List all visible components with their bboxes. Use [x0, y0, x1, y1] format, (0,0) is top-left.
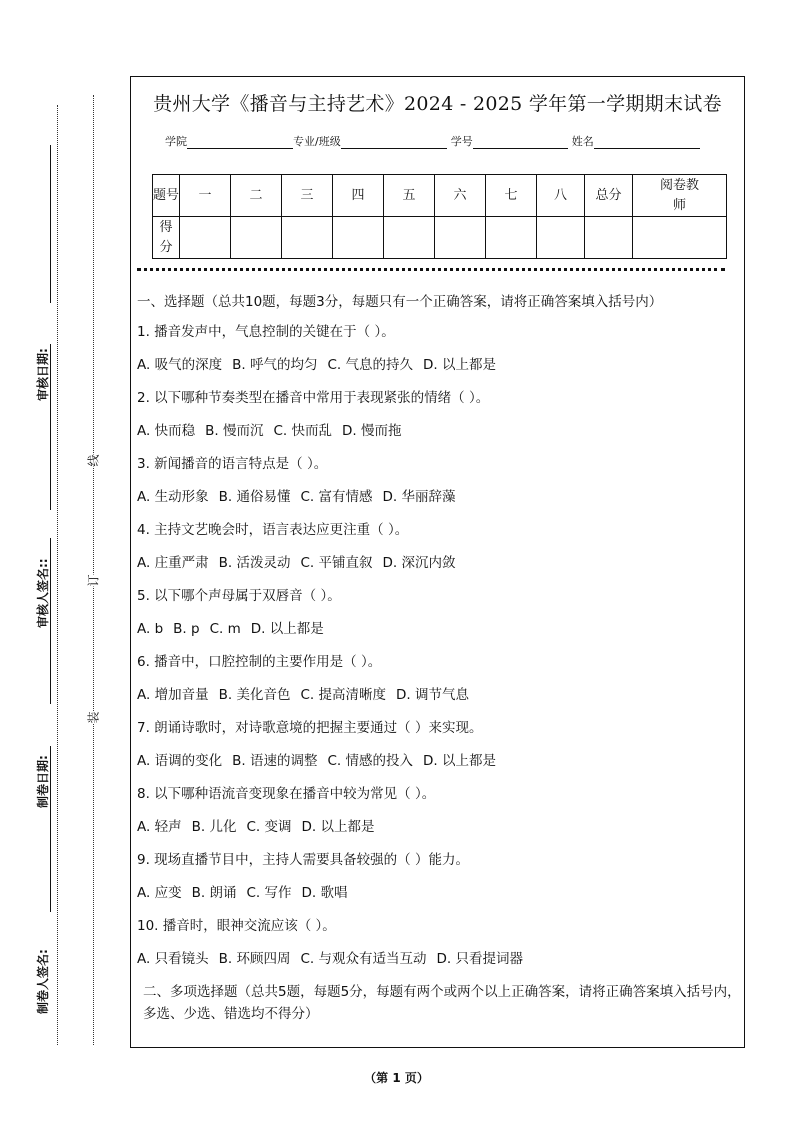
- option: C. 变调: [246, 819, 292, 835]
- question-8: 8. 以下哪种语流音变现象在播音中较为常见（ ）。: [137, 786, 436, 802]
- name-field[interactable]: [594, 136, 700, 149]
- option: A. 吸气的深度: [137, 357, 223, 373]
- question-10: 10. 播音时，眼神交流应该（ ）。: [137, 918, 336, 934]
- binding-mark-zhuang: 装: [83, 711, 104, 723]
- page-number: （第 1 页）: [364, 1071, 429, 1085]
- options-5: [137, 619, 742, 652]
- option: A. 庄重严肃: [137, 555, 209, 571]
- header-cell-7: 七: [486, 175, 537, 217]
- binding-mark-ding: 订: [83, 574, 104, 586]
- exam-content: [137, 291, 742, 1025]
- options-9: [137, 883, 742, 916]
- reviewer-sign-field[interactable]: [34, 344, 54, 512]
- student-id-field[interactable]: [473, 136, 568, 149]
- question-2: 2. 以下哪种节奏类型在播音中常用于表现紧张的情绪（ ）。: [137, 390, 490, 406]
- option: C. m: [209, 621, 241, 637]
- option: B. 慢而沉: [205, 423, 264, 439]
- option: C. 气息的持久: [327, 357, 413, 373]
- option: B. 语速的调整: [232, 753, 318, 769]
- maker-sign-text: 制卷人签名:: [35, 949, 50, 1014]
- review-date-field[interactable]: [34, 145, 54, 305]
- options-3: [137, 487, 742, 520]
- college-label: 学院: [165, 135, 187, 148]
- options-7: [137, 751, 742, 784]
- option: C. 与观众有适当互动: [300, 951, 427, 967]
- options-1: [137, 355, 742, 388]
- score-cell[interactable]: [486, 217, 537, 259]
- option: C. 提高清晰度: [300, 687, 386, 703]
- reviewer-sign-blank[interactable]: [38, 344, 51, 510]
- option: A. 生动形象: [137, 489, 209, 505]
- binding-mark-line: 线: [83, 454, 104, 466]
- dotted-separator: [137, 268, 725, 271]
- score-table: [152, 174, 727, 259]
- question-9: 9. 现场直播节目中，主持人需要具备较强的（ ）能力。: [137, 852, 469, 868]
- header-cell-1: 一: [180, 175, 231, 217]
- option: B. 美化音色: [218, 687, 291, 703]
- option: C. 情感的投入: [327, 753, 413, 769]
- binding-dotted-line-right: [93, 95, 94, 1045]
- option: B. 呼气的均匀: [232, 357, 318, 373]
- option: D. 深沉内敛: [382, 555, 456, 571]
- header-cell-3: 三: [282, 175, 333, 217]
- option: A. 快而稳: [137, 423, 196, 439]
- review-date-blank[interactable]: [38, 145, 51, 303]
- header-cell-5: 五: [384, 175, 435, 217]
- option: D. 调节气息: [395, 687, 469, 703]
- option: B. 朗诵: [191, 885, 237, 901]
- question-4: 4. 主持文艺晚会时，语言表达应更注重（ ）。: [137, 522, 409, 538]
- section-1-heading: 一、选择题（总共10题，每题3分，每题只有一个正确答案，请将正确答案填入括号内）: [137, 294, 663, 310]
- option: D. 以上都是: [422, 357, 496, 373]
- options-2: [137, 421, 742, 454]
- option: C. 写作: [246, 885, 292, 901]
- score-cell-total[interactable]: [585, 217, 633, 259]
- question-3: 3. 新闻播音的语言特点是（ ）。: [137, 456, 328, 472]
- option: B. 通俗易懂: [218, 489, 291, 505]
- student-id-label: 学号: [450, 135, 473, 148]
- option: C. 平铺直叙: [300, 555, 373, 571]
- exam-title: 贵州大学《播音与主持艺术》2024 - 2025 学年第一学期期末试卷: [153, 93, 722, 115]
- score-row-label: 得分: [153, 217, 180, 259]
- option: B. 环顾四周: [218, 951, 291, 967]
- score-cell[interactable]: [537, 217, 585, 259]
- section-2-heading: 二、多项选择题（总共5题，每题5分，每题有两个或两个以上正确答案，请将正确答案填入括号内，多选、少选、错选均不得分）: [143, 984, 741, 1022]
- options-6: [137, 685, 742, 718]
- header-cell-6: 六: [435, 175, 486, 217]
- major-label: 专业/班级: [293, 135, 341, 148]
- name-label: 姓名: [571, 135, 594, 148]
- option: A. 应变: [137, 885, 182, 901]
- exam-frame: [130, 76, 745, 1048]
- option: D. 华丽辞藻: [382, 489, 456, 505]
- option: D. 歌唱: [301, 885, 348, 901]
- score-cell[interactable]: [333, 217, 384, 259]
- score-cell[interactable]: [384, 217, 435, 259]
- header-cell-4: 四: [333, 175, 384, 217]
- score-cell[interactable]: [435, 217, 486, 259]
- question-5: 5. 以下哪个声母属于双唇音（ ）。: [137, 588, 341, 604]
- score-table-header-row: [153, 175, 727, 217]
- header-cell-total: 总分: [585, 175, 633, 217]
- major-field[interactable]: [341, 136, 447, 149]
- option: D. 以上都是: [422, 753, 496, 769]
- option: D. 以上都是: [250, 621, 324, 637]
- option: B. 活泼灵动: [218, 555, 291, 571]
- header-cell-8: 八: [537, 175, 585, 217]
- option: D. 以上都是: [301, 819, 375, 835]
- options-4: [137, 553, 742, 586]
- maker-sign-field[interactable]: [34, 746, 54, 914]
- college-field[interactable]: [187, 136, 293, 149]
- option: A. 轻声: [137, 819, 182, 835]
- options-8: [137, 817, 742, 850]
- header-cell-grader: 阅卷教师: [633, 175, 727, 217]
- score-cell-grader[interactable]: [633, 217, 727, 259]
- make-date-field[interactable]: [34, 538, 54, 706]
- student-info-row: [165, 133, 700, 149]
- score-cell[interactable]: [282, 217, 333, 259]
- score-table-score-row: [153, 217, 727, 259]
- review-date-text: 审核日期:: [35, 348, 50, 401]
- option: C. 快而乱: [273, 423, 332, 439]
- option: A. 增加音量: [137, 687, 209, 703]
- make-date-blank[interactable]: [38, 538, 51, 704]
- option: A. 只看镜头: [137, 951, 209, 967]
- score-cell[interactable]: [180, 217, 231, 259]
- option: B. p: [173, 621, 200, 637]
- option: A. 语调的变化: [137, 753, 223, 769]
- binding-dotted-line-left: [57, 105, 58, 1045]
- header-cell-tihao: 题号: [153, 175, 180, 217]
- score-cell[interactable]: [231, 217, 282, 259]
- header-cell-2: 二: [231, 175, 282, 217]
- option: B. 儿化: [191, 819, 237, 835]
- option: C. 富有情感: [300, 489, 373, 505]
- reviewer-sign-text: 审核人签名::: [35, 558, 50, 628]
- option: A. b: [137, 621, 164, 637]
- options-10: [137, 949, 742, 982]
- option: D. 只看提词器: [436, 951, 523, 967]
- question-6: 6. 播音中，口腔控制的主要作用是（ ）。: [137, 654, 382, 670]
- question-1: 1. 播音发声中，气息控制的关键在于（ ）。: [137, 324, 395, 340]
- question-7: 7. 朗诵诗歌时，对诗歌意境的把握主要通过（ ）来实现。: [137, 720, 483, 736]
- make-date-text: 制卷日期:: [35, 755, 50, 808]
- maker-sign-blank[interactable]: [38, 746, 51, 912]
- option: D. 慢而拖: [341, 423, 402, 439]
